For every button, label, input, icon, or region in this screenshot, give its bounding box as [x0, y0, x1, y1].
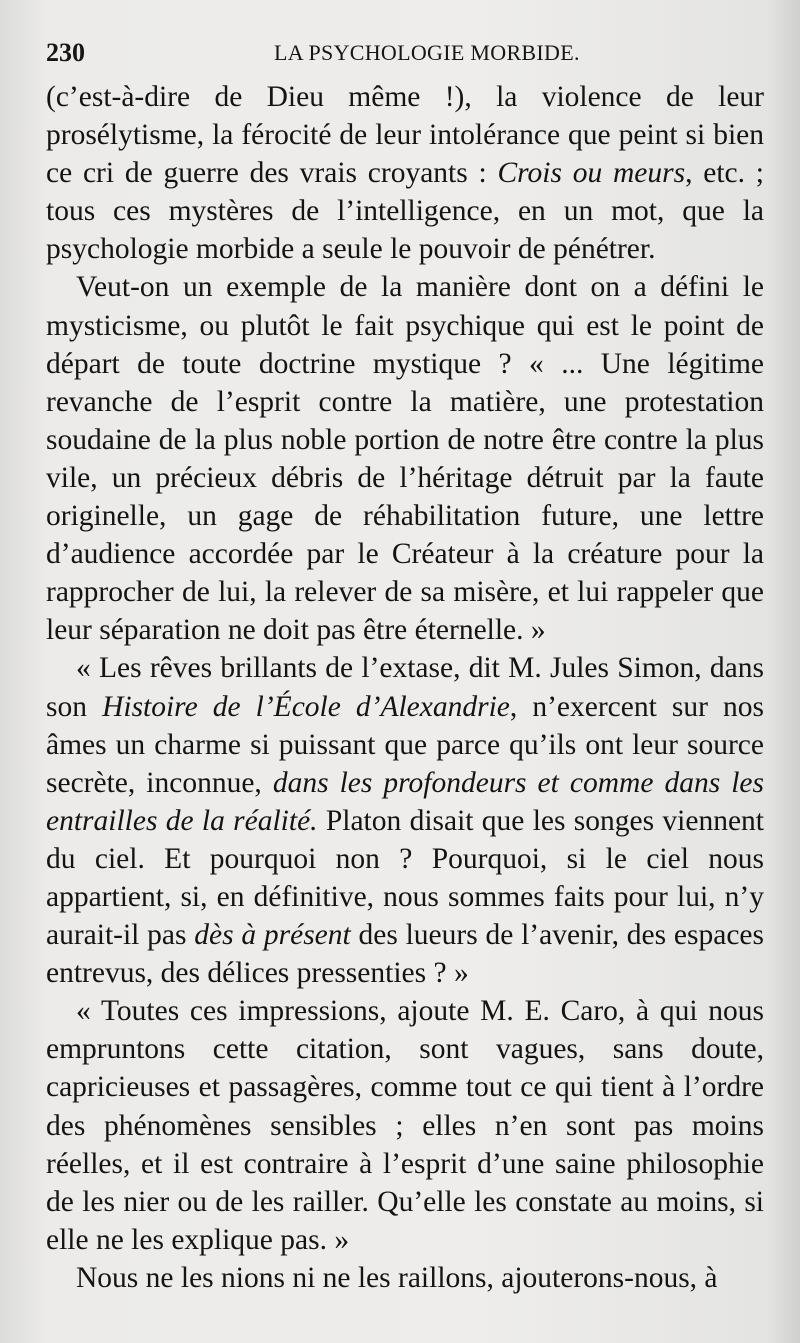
- paragraph: [46, 78, 764, 268]
- text-run: Platon disait que les songes viennent du ciel. Et pourquoi non ? Pourquoi, si le ciel nous appartient, si, en définitive, nous sommes faits pour lui, n’y aurait-il pas: [46, 804, 764, 952]
- text-run: , etc. ; tous ces mystères de l’intelligence, en un mot, que la psychologie morbide a seule le pouvoir de pénétrer.: [46, 157, 764, 266]
- italic-text: dans les profondeurs et comme dans les entrailles de la réalité.: [46, 766, 764, 837]
- text-run: , n’exercent sur nos âmes un charme si puissant que parce qu’ils ont leur source secrète, inconnue,: [46, 690, 764, 799]
- paragraph: [46, 992, 764, 1259]
- text-run: des lueurs de l’avenir, des espaces entrevus, des délices pressenties ? »: [46, 919, 764, 990]
- text-run: Veut-on un exemple de la manière dont on a défini le mysticisme, ou plutôt le fait psychique qui est le point de départ de toute doctrine mystique ? « ... Une légitime revanche de l’esprit contre la matière, une protestation soudaine de la plus noble portion de notre être contre la plus vile, un précieux débris de l’héritage détruit par la faute originelle, un gage de réhabilitation future, une lettre d’audience accordée par le Créateur à la créature pour la rapprocher de lui, la relever de sa misère, et lui rappeler que leur séparation ne doit pas être éternelle. »: [46, 271, 764, 647]
- text-run: « Toutes ces impressions, ajoute M. E. Caro, à qui nous empruntons cette citation, sont vagues, sans doute, capricieuses et passagères, comme tout ce qui tient à l’ordre des phénomènes sensibles ; elles n’en sont pas moins réelles, et il est contraire à l’esprit d’une saine philosophie de les nier ou de les railler. Qu’elle les constate au moins, si elle ne les explique pas. »: [46, 995, 764, 1256]
- italic-text: Crois ou meurs: [497, 157, 686, 190]
- paragraph: [46, 268, 764, 649]
- italic-text: dès à présent: [194, 919, 351, 952]
- body-text: [46, 78, 764, 1297]
- text-run: « Les rêves brillants de l’extase, dit M. Jules Simon, dans son: [46, 652, 764, 723]
- text-run: Nous ne les nions ni ne les raillons, ajouterons-nous, à: [76, 1261, 718, 1294]
- running-head: [46, 38, 766, 74]
- running-title: LA PSYCHOLOGIE MORBIDE.: [274, 40, 580, 65]
- italic-text: Histoire de l’École d’Alexandrie: [102, 690, 510, 723]
- paragraph: [46, 1259, 764, 1297]
- paragraph: [46, 649, 764, 992]
- page-number: 230: [46, 38, 85, 67]
- text-run: (c’est-à-dire de Dieu même !), la violence de leur prosélytisme, la férocité de leur intolérance que peint si bien ce cri de guerre des vrais croyants :: [46, 81, 764, 190]
